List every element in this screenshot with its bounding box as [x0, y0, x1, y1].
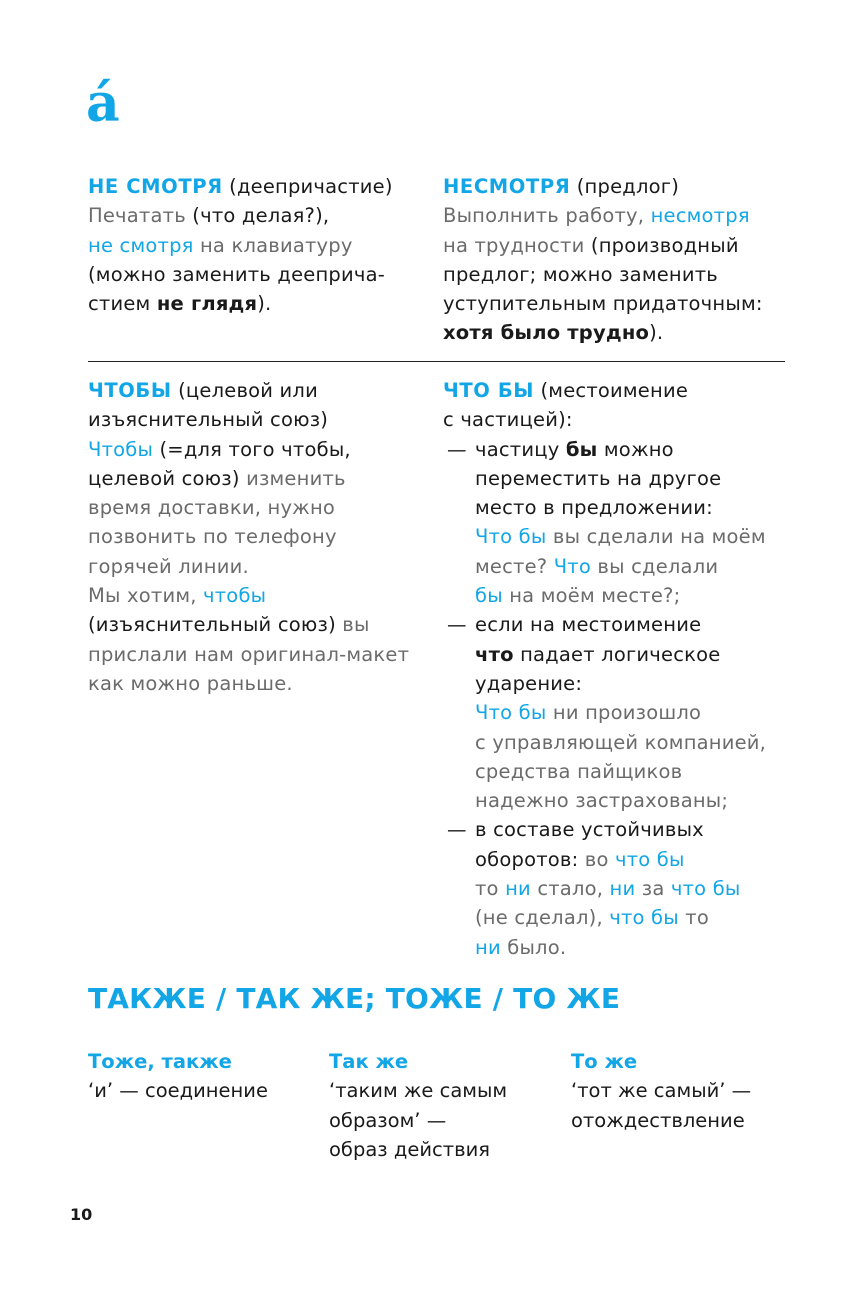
list-item: — в составе устойчивых оборотов: во что бы то ни стало, ни за что бы (не сделал), что бы то ни было.: [447, 818, 741, 959]
entry-chtoby: ЧТОБЫ (целевой или изъяснительный союз) Чтобы (=для того чтобы, целевой союз) изменить время доставки, нужно позвонить по телефону горячей линии. Мы хотим, чтобы (изъяснительный союз) вы прислали нам оригинал-макет как можно раньше.: [88, 379, 410, 695]
usage-list: [443, 435, 823, 962]
list-item: — если на местоимение что падает логическое ударение: Что бы ни произошло с управляющей компанией, средства пайщиков надежно застрахованы;: [447, 613, 767, 813]
entry-nesmotrya: НЕСМОТРЯ (предлог) Выполнить работу, несмотря на трудности (производный предлог; можно заменить уступительным придаточным: хотя было трудно).: [443, 175, 763, 345]
subsection-to-zhe: То же ‘тот же самый’ — отождествление: [571, 1047, 811, 1135]
subsection-tak-zhe: Так же ‘таким же самым образом’ — образ действия: [329, 1047, 559, 1164]
entry-ne-smotrya: НЕ СМОТРЯ (деепричастие) Печатать (что делая?), не смотря на клавиатуру (можно заменить дееприча- стием не глядя).: [88, 175, 393, 316]
section-title: ТАКЖЕ / ТАК ЖЕ; ТОЖЕ / ТО ЖЕ: [88, 982, 621, 1015]
entry-chto-by: ЧТО БЫ (местоимение с частицей): — частицу бы можно переместить на другое место в предложении: Что бы вы сделали на моём месте? Что вы сделали бы на моём месте?; — если на местоимение что падает логическое ударение: Что бы ни произошло с управляющей компанией, средства пайщиков надежно застрахованы; — в составе устойчивых оборотов: во что бы то ни стало, ни за что бы (не сделал), что бы то ни было.: [443, 376, 823, 962]
subsection-title: Тоже, также: [88, 1050, 232, 1073]
subsection-title: Так же: [329, 1050, 409, 1073]
entry-heading: НЕ СМОТРЯ: [88, 175, 223, 198]
list-item: — частицу бы можно переместить на другое место в предложении: Что бы вы сделали на моём месте? Что вы сделали бы на моём месте?;: [447, 437, 766, 608]
entry-heading: ЧТО БЫ: [443, 379, 535, 402]
entry-heading: ЧТОБЫ: [88, 379, 172, 402]
page-number: 10: [70, 1205, 93, 1224]
subsection-tozhe-takzhe: Тоже, также ‘и’ — соединение: [88, 1047, 318, 1106]
logo-mark: á: [86, 73, 120, 134]
entry-heading: НЕСМОТРЯ: [443, 175, 571, 198]
divider: [88, 361, 785, 362]
subsection-title: То же: [571, 1050, 638, 1073]
